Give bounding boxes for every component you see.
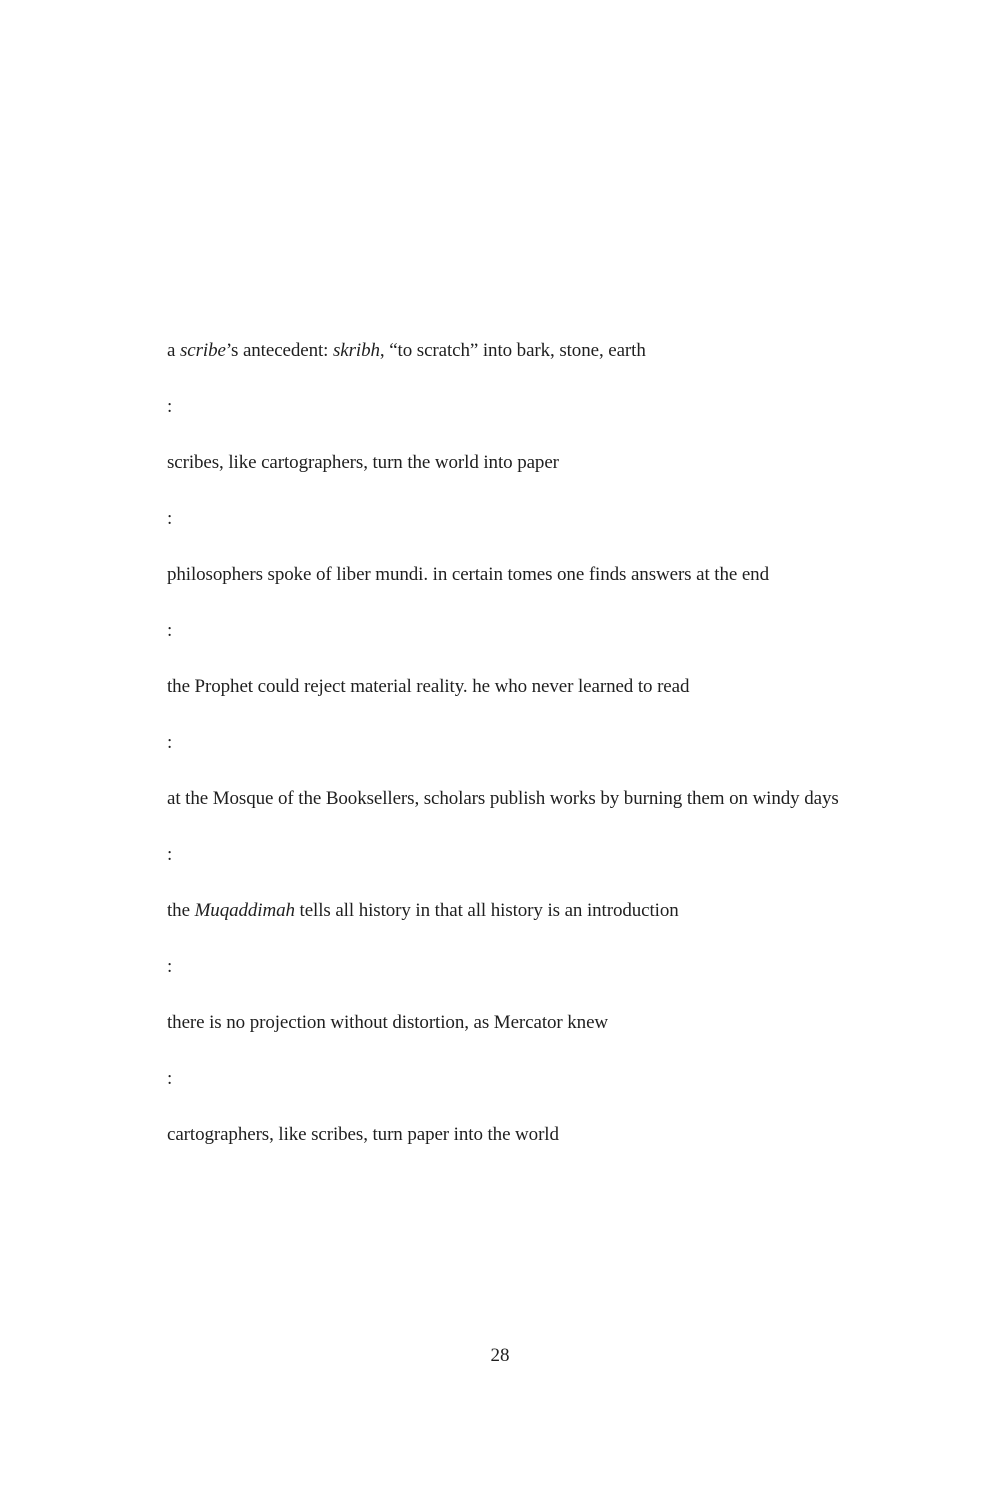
stanza-separator: : — [167, 396, 173, 417]
poem-line — [167, 1006, 867, 1039]
stanza-separator: : — [167, 844, 173, 865]
stanza-separator: : — [167, 956, 173, 977]
page-number: 28 — [490, 1345, 510, 1366]
poem-line — [167, 670, 867, 703]
poem-segment: tells all history in that all history is an introduction — [294, 900, 679, 921]
poem-segment: scribes, like cartographers, turn the world into paper — [167, 452, 559, 473]
poem-segment: cartographers, like scribes, turn paper into the world — [167, 1124, 559, 1145]
poem-segment-italic: scribe — [179, 340, 226, 361]
poem-segment: at the Mosque of the Booksellers, scholars publish works by burning them on — [167, 788, 753, 809]
poem-segment-italic: skribh — [333, 340, 380, 361]
poem-segment: the Prophet could reject material reality. he who never learned to read — [167, 676, 690, 697]
poem-segment: philosophers spoke of liber mundi. in certain tomes one finds answers at the end — [167, 564, 769, 585]
poem-line — [167, 894, 867, 927]
poem-segment: windy days — [752, 788, 839, 809]
poem-line — [167, 334, 867, 367]
stanza-separator: : — [167, 732, 173, 753]
poem-segment: there is no projection without distortion, as Mercator knew — [167, 1012, 609, 1033]
poem-segment: , “to scratch” into bark, stone, earth — [379, 340, 646, 361]
poem-segment-italic: Muqaddimah — [194, 900, 295, 921]
poem-line — [167, 558, 867, 591]
poem — [167, 334, 867, 1174]
poem-segment: the — [167, 900, 195, 921]
poem-line — [167, 782, 867, 815]
poem-segment: ’s antecedent: — [225, 340, 334, 361]
stanza-separator: : — [167, 508, 173, 529]
stanza-separator: : — [167, 620, 173, 641]
stanza-separator: : — [167, 1068, 173, 1089]
poem-segment: a — [167, 340, 180, 361]
poem-line — [167, 446, 867, 479]
poem-line — [167, 1118, 867, 1151]
